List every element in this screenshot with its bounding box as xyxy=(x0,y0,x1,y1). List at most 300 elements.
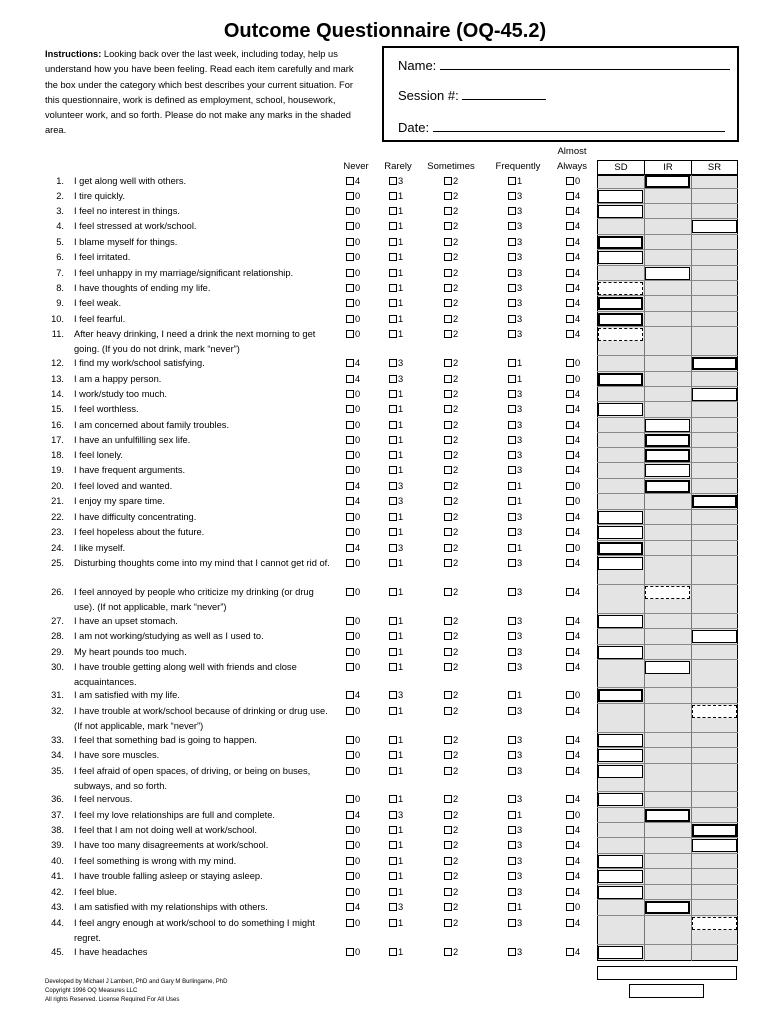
answer-always-checkbox[interactable] xyxy=(566,282,580,294)
answer-never-checkbox[interactable] xyxy=(346,419,360,431)
answer-never-checkbox[interactable] xyxy=(346,542,360,554)
checkbox-icon[interactable] xyxy=(508,269,516,277)
checkbox-icon[interactable] xyxy=(444,559,452,567)
answer-always-checkbox[interactable] xyxy=(566,870,580,882)
answer-always-checkbox[interactable] xyxy=(566,313,580,325)
answer-rarely-checkbox[interactable] xyxy=(389,917,403,929)
answer-frequently-checkbox[interactable] xyxy=(508,297,522,309)
answer-rarely-checkbox[interactable] xyxy=(389,434,403,446)
checkbox-icon[interactable] xyxy=(444,544,452,552)
checkbox-icon[interactable] xyxy=(346,436,354,444)
checkbox-icon[interactable] xyxy=(508,707,516,715)
answer-sometimes-checkbox[interactable] xyxy=(444,282,458,294)
answer-sometimes-checkbox[interactable] xyxy=(444,434,458,446)
checkbox-icon[interactable] xyxy=(346,482,354,490)
answer-sometimes-checkbox[interactable] xyxy=(444,175,458,187)
checkbox-icon[interactable] xyxy=(444,375,452,383)
answer-rarely-checkbox[interactable] xyxy=(389,870,403,882)
checkbox-icon[interactable] xyxy=(444,903,452,911)
checkbox-icon[interactable] xyxy=(444,390,452,398)
answer-always-checkbox[interactable] xyxy=(566,793,580,805)
checkbox-icon[interactable] xyxy=(508,795,516,803)
checkbox-icon[interactable] xyxy=(566,192,574,200)
checkbox-icon[interactable] xyxy=(346,663,354,671)
checkbox-icon[interactable] xyxy=(566,284,574,292)
answer-sometimes-checkbox[interactable] xyxy=(444,357,458,369)
checkbox-icon[interactable] xyxy=(389,948,397,956)
answer-frequently-checkbox[interactable] xyxy=(508,557,522,569)
answer-always-checkbox[interactable] xyxy=(566,464,580,476)
answer-sometimes-checkbox[interactable] xyxy=(444,388,458,400)
answer-never-checkbox[interactable] xyxy=(346,855,360,867)
answer-sometimes-checkbox[interactable] xyxy=(444,313,458,325)
answer-frequently-checkbox[interactable] xyxy=(508,630,522,642)
checkbox-icon[interactable] xyxy=(389,238,397,246)
checkbox-icon[interactable] xyxy=(389,544,397,552)
checkbox-icon[interactable] xyxy=(508,841,516,849)
answer-frequently-checkbox[interactable] xyxy=(508,749,522,761)
checkbox-icon[interactable] xyxy=(444,691,452,699)
answer-frequently-checkbox[interactable] xyxy=(508,615,522,627)
checkbox-icon[interactable] xyxy=(508,451,516,459)
answer-rarely-checkbox[interactable] xyxy=(389,175,403,187)
answer-always-checkbox[interactable] xyxy=(566,373,580,385)
checkbox-icon[interactable] xyxy=(389,192,397,200)
answer-rarely-checkbox[interactable] xyxy=(389,267,403,279)
answer-sometimes-checkbox[interactable] xyxy=(444,870,458,882)
answer-rarely-checkbox[interactable] xyxy=(389,542,403,554)
answer-rarely-checkbox[interactable] xyxy=(389,824,403,836)
answer-always-checkbox[interactable] xyxy=(566,267,580,279)
answer-always-checkbox[interactable] xyxy=(566,839,580,851)
answer-frequently-checkbox[interactable] xyxy=(508,175,522,187)
checkbox-icon[interactable] xyxy=(389,451,397,459)
answer-frequently-checkbox[interactable] xyxy=(508,870,522,882)
checkbox-icon[interactable] xyxy=(389,299,397,307)
answer-rarely-checkbox[interactable] xyxy=(389,251,403,263)
checkbox-icon[interactable] xyxy=(508,192,516,200)
answer-rarely-checkbox[interactable] xyxy=(389,495,403,507)
date-field[interactable] xyxy=(398,118,725,135)
answer-frequently-checkbox[interactable] xyxy=(508,946,522,958)
checkbox-icon[interactable] xyxy=(346,841,354,849)
checkbox-icon[interactable] xyxy=(508,421,516,429)
answer-frequently-checkbox[interactable] xyxy=(508,809,522,821)
answer-sometimes-checkbox[interactable] xyxy=(444,765,458,777)
checkbox-icon[interactable] xyxy=(346,648,354,656)
checkbox-icon[interactable] xyxy=(566,826,574,834)
checkbox-icon[interactable] xyxy=(508,617,516,625)
answer-sometimes-checkbox[interactable] xyxy=(444,946,458,958)
answer-rarely-checkbox[interactable] xyxy=(389,480,403,492)
checkbox-icon[interactable] xyxy=(389,632,397,640)
checkbox-icon[interactable] xyxy=(389,222,397,230)
checkbox-icon[interactable] xyxy=(508,299,516,307)
answer-never-checkbox[interactable] xyxy=(346,793,360,805)
answer-rarely-checkbox[interactable] xyxy=(389,403,403,415)
session-input-line[interactable] xyxy=(462,86,546,100)
session-field[interactable] xyxy=(398,86,546,103)
checkbox-icon[interactable] xyxy=(566,588,574,596)
checkbox-icon[interactable] xyxy=(444,826,452,834)
answer-never-checkbox[interactable] xyxy=(346,251,360,263)
checkbox-icon[interactable] xyxy=(346,588,354,596)
answer-frequently-checkbox[interactable] xyxy=(508,403,522,415)
checkbox-icon[interactable] xyxy=(389,269,397,277)
checkbox-icon[interactable] xyxy=(389,497,397,505)
checkbox-icon[interactable] xyxy=(389,872,397,880)
checkbox-icon[interactable] xyxy=(566,390,574,398)
checkbox-icon[interactable] xyxy=(566,269,574,277)
checkbox-icon[interactable] xyxy=(508,767,516,775)
checkbox-icon[interactable] xyxy=(566,795,574,803)
answer-never-checkbox[interactable] xyxy=(346,809,360,821)
checkbox-icon[interactable] xyxy=(346,405,354,413)
answer-always-checkbox[interactable] xyxy=(566,449,580,461)
answer-never-checkbox[interactable] xyxy=(346,870,360,882)
checkbox-icon[interactable] xyxy=(346,421,354,429)
answer-always-checkbox[interactable] xyxy=(566,557,580,569)
checkbox-icon[interactable] xyxy=(566,691,574,699)
answer-never-checkbox[interactable] xyxy=(346,267,360,279)
answer-rarely-checkbox[interactable] xyxy=(389,190,403,202)
checkbox-icon[interactable] xyxy=(444,841,452,849)
answer-frequently-checkbox[interactable] xyxy=(508,373,522,385)
checkbox-icon[interactable] xyxy=(389,888,397,896)
checkbox-icon[interactable] xyxy=(566,451,574,459)
checkbox-icon[interactable] xyxy=(508,253,516,261)
checkbox-icon[interactable] xyxy=(346,544,354,552)
checkbox-icon[interactable] xyxy=(389,253,397,261)
answer-never-checkbox[interactable] xyxy=(346,886,360,898)
checkbox-icon[interactable] xyxy=(389,405,397,413)
answer-frequently-checkbox[interactable] xyxy=(508,526,522,538)
checkbox-icon[interactable] xyxy=(566,617,574,625)
answer-never-checkbox[interactable] xyxy=(346,630,360,642)
answer-always-checkbox[interactable] xyxy=(566,946,580,958)
checkbox-icon[interactable] xyxy=(346,948,354,956)
checkbox-icon[interactable] xyxy=(389,330,397,338)
checkbox-icon[interactable] xyxy=(389,390,397,398)
answer-rarely-checkbox[interactable] xyxy=(389,526,403,538)
answer-never-checkbox[interactable] xyxy=(346,511,360,523)
answer-sometimes-checkbox[interactable] xyxy=(444,705,458,717)
answer-frequently-checkbox[interactable] xyxy=(508,824,522,836)
answer-frequently-checkbox[interactable] xyxy=(508,205,522,217)
answer-never-checkbox[interactable] xyxy=(346,190,360,202)
answer-always-checkbox[interactable] xyxy=(566,646,580,658)
answer-never-checkbox[interactable] xyxy=(346,403,360,415)
answer-always-checkbox[interactable] xyxy=(566,434,580,446)
answer-sometimes-checkbox[interactable] xyxy=(444,886,458,898)
checkbox-icon[interactable] xyxy=(444,795,452,803)
answer-frequently-checkbox[interactable] xyxy=(508,328,522,340)
answer-frequently-checkbox[interactable] xyxy=(508,689,522,701)
checkbox-icon[interactable] xyxy=(444,497,452,505)
checkbox-icon[interactable] xyxy=(346,919,354,927)
answer-never-checkbox[interactable] xyxy=(346,373,360,385)
answer-sometimes-checkbox[interactable] xyxy=(444,220,458,232)
answer-sometimes-checkbox[interactable] xyxy=(444,511,458,523)
checkbox-icon[interactable] xyxy=(389,663,397,671)
answer-sometimes-checkbox[interactable] xyxy=(444,630,458,642)
answer-sometimes-checkbox[interactable] xyxy=(444,190,458,202)
answer-frequently-checkbox[interactable] xyxy=(508,511,522,523)
checkbox-icon[interactable] xyxy=(508,436,516,444)
checkbox-icon[interactable] xyxy=(346,707,354,715)
answer-always-checkbox[interactable] xyxy=(566,297,580,309)
answer-rarely-checkbox[interactable] xyxy=(389,328,403,340)
answer-sometimes-checkbox[interactable] xyxy=(444,495,458,507)
checkbox-icon[interactable] xyxy=(389,648,397,656)
answer-always-checkbox[interactable] xyxy=(566,205,580,217)
checkbox-icon[interactable] xyxy=(346,513,354,521)
checkbox-icon[interactable] xyxy=(346,811,354,819)
checkbox-icon[interactable] xyxy=(346,451,354,459)
answer-sometimes-checkbox[interactable] xyxy=(444,464,458,476)
checkbox-icon[interactable] xyxy=(346,632,354,640)
answer-always-checkbox[interactable] xyxy=(566,630,580,642)
checkbox-icon[interactable] xyxy=(346,857,354,865)
answer-rarely-checkbox[interactable] xyxy=(389,236,403,248)
checkbox-icon[interactable] xyxy=(444,888,452,896)
answer-frequently-checkbox[interactable] xyxy=(508,388,522,400)
checkbox-icon[interactable] xyxy=(566,405,574,413)
checkbox-icon[interactable] xyxy=(444,253,452,261)
checkbox-icon[interactable] xyxy=(508,691,516,699)
answer-never-checkbox[interactable] xyxy=(346,175,360,187)
checkbox-icon[interactable] xyxy=(508,405,516,413)
checkbox-icon[interactable] xyxy=(444,751,452,759)
answer-never-checkbox[interactable] xyxy=(346,901,360,913)
answer-rarely-checkbox[interactable] xyxy=(389,511,403,523)
answer-frequently-checkbox[interactable] xyxy=(508,480,522,492)
answer-sometimes-checkbox[interactable] xyxy=(444,251,458,263)
answer-rarely-checkbox[interactable] xyxy=(389,586,403,598)
answer-frequently-checkbox[interactable] xyxy=(508,839,522,851)
answer-frequently-checkbox[interactable] xyxy=(508,251,522,263)
answer-rarely-checkbox[interactable] xyxy=(389,901,403,913)
answer-sometimes-checkbox[interactable] xyxy=(444,328,458,340)
answer-never-checkbox[interactable] xyxy=(346,328,360,340)
checkbox-icon[interactable] xyxy=(444,617,452,625)
checkbox-icon[interactable] xyxy=(508,513,516,521)
answer-never-checkbox[interactable] xyxy=(346,526,360,538)
checkbox-icon[interactable] xyxy=(566,841,574,849)
answer-rarely-checkbox[interactable] xyxy=(389,557,403,569)
answer-sometimes-checkbox[interactable] xyxy=(444,526,458,538)
checkbox-icon[interactable] xyxy=(508,751,516,759)
checkbox-icon[interactable] xyxy=(566,436,574,444)
name-field[interactable] xyxy=(398,56,730,73)
answer-always-checkbox[interactable] xyxy=(566,749,580,761)
checkbox-icon[interactable] xyxy=(444,919,452,927)
checkbox-icon[interactable] xyxy=(508,588,516,596)
checkbox-icon[interactable] xyxy=(346,253,354,261)
checkbox-icon[interactable] xyxy=(346,359,354,367)
answer-never-checkbox[interactable] xyxy=(346,388,360,400)
checkbox-icon[interactable] xyxy=(566,919,574,927)
answer-always-checkbox[interactable] xyxy=(566,765,580,777)
checkbox-icon[interactable] xyxy=(444,513,452,521)
answer-rarely-checkbox[interactable] xyxy=(389,886,403,898)
checkbox-icon[interactable] xyxy=(389,919,397,927)
answer-always-checkbox[interactable] xyxy=(566,886,580,898)
answer-frequently-checkbox[interactable] xyxy=(508,282,522,294)
checkbox-icon[interactable] xyxy=(566,736,574,744)
checkbox-icon[interactable] xyxy=(389,736,397,744)
answer-rarely-checkbox[interactable] xyxy=(389,220,403,232)
answer-rarely-checkbox[interactable] xyxy=(389,946,403,958)
checkbox-icon[interactable] xyxy=(389,826,397,834)
checkbox-icon[interactable] xyxy=(566,253,574,261)
checkbox-icon[interactable] xyxy=(566,207,574,215)
answer-always-checkbox[interactable] xyxy=(566,403,580,415)
answer-always-checkbox[interactable] xyxy=(566,586,580,598)
answer-rarely-checkbox[interactable] xyxy=(389,839,403,851)
checkbox-icon[interactable] xyxy=(508,375,516,383)
checkbox-icon[interactable] xyxy=(346,375,354,383)
checkbox-icon[interactable] xyxy=(566,299,574,307)
answer-sometimes-checkbox[interactable] xyxy=(444,689,458,701)
answer-never-checkbox[interactable] xyxy=(346,946,360,958)
answer-never-checkbox[interactable] xyxy=(346,734,360,746)
checkbox-icon[interactable] xyxy=(346,903,354,911)
checkbox-icon[interactable] xyxy=(346,177,354,185)
answer-rarely-checkbox[interactable] xyxy=(389,793,403,805)
answer-sometimes-checkbox[interactable] xyxy=(444,297,458,309)
answer-sometimes-checkbox[interactable] xyxy=(444,542,458,554)
answer-never-checkbox[interactable] xyxy=(346,749,360,761)
answer-rarely-checkbox[interactable] xyxy=(389,615,403,627)
answer-never-checkbox[interactable] xyxy=(346,689,360,701)
checkbox-icon[interactable] xyxy=(508,888,516,896)
answer-always-checkbox[interactable] xyxy=(566,388,580,400)
answer-always-checkbox[interactable] xyxy=(566,689,580,701)
checkbox-icon[interactable] xyxy=(389,795,397,803)
name-input-line[interactable] xyxy=(440,56,730,70)
checkbox-icon[interactable] xyxy=(508,857,516,865)
checkbox-icon[interactable] xyxy=(444,482,452,490)
answer-rarely-checkbox[interactable] xyxy=(389,765,403,777)
answer-never-checkbox[interactable] xyxy=(346,434,360,446)
checkbox-icon[interactable] xyxy=(508,497,516,505)
checkbox-icon[interactable] xyxy=(508,177,516,185)
answer-rarely-checkbox[interactable] xyxy=(389,357,403,369)
answer-sometimes-checkbox[interactable] xyxy=(444,615,458,627)
answer-never-checkbox[interactable] xyxy=(346,236,360,248)
answer-sometimes-checkbox[interactable] xyxy=(444,661,458,673)
answer-always-checkbox[interactable] xyxy=(566,328,580,340)
checkbox-icon[interactable] xyxy=(346,559,354,567)
answer-always-checkbox[interactable] xyxy=(566,495,580,507)
checkbox-icon[interactable] xyxy=(346,872,354,880)
checkbox-icon[interactable] xyxy=(346,497,354,505)
checkbox-icon[interactable] xyxy=(346,238,354,246)
answer-sometimes-checkbox[interactable] xyxy=(444,749,458,761)
checkbox-icon[interactable] xyxy=(566,767,574,775)
checkbox-icon[interactable] xyxy=(566,648,574,656)
checkbox-icon[interactable] xyxy=(566,903,574,911)
answer-sometimes-checkbox[interactable] xyxy=(444,267,458,279)
checkbox-icon[interactable] xyxy=(444,284,452,292)
checkbox-icon[interactable] xyxy=(346,192,354,200)
answer-never-checkbox[interactable] xyxy=(346,646,360,658)
checkbox-icon[interactable] xyxy=(566,466,574,474)
checkbox-icon[interactable] xyxy=(444,177,452,185)
answer-never-checkbox[interactable] xyxy=(346,205,360,217)
answer-sometimes-checkbox[interactable] xyxy=(444,205,458,217)
answer-frequently-checkbox[interactable] xyxy=(508,542,522,554)
checkbox-icon[interactable] xyxy=(389,513,397,521)
answer-never-checkbox[interactable] xyxy=(346,313,360,325)
checkbox-icon[interactable] xyxy=(444,421,452,429)
checkbox-icon[interactable] xyxy=(566,222,574,230)
answer-rarely-checkbox[interactable] xyxy=(389,646,403,658)
answer-sometimes-checkbox[interactable] xyxy=(444,480,458,492)
answer-always-checkbox[interactable] xyxy=(566,357,580,369)
answer-sometimes-checkbox[interactable] xyxy=(444,734,458,746)
checkbox-icon[interactable] xyxy=(508,359,516,367)
checkbox-icon[interactable] xyxy=(444,436,452,444)
checkbox-icon[interactable] xyxy=(508,330,516,338)
answer-rarely-checkbox[interactable] xyxy=(389,388,403,400)
answer-always-checkbox[interactable] xyxy=(566,615,580,627)
answer-always-checkbox[interactable] xyxy=(566,236,580,248)
answer-rarely-checkbox[interactable] xyxy=(389,313,403,325)
answer-frequently-checkbox[interactable] xyxy=(508,917,522,929)
answer-always-checkbox[interactable] xyxy=(566,661,580,673)
checkbox-icon[interactable] xyxy=(389,207,397,215)
answer-frequently-checkbox[interactable] xyxy=(508,734,522,746)
checkbox-icon[interactable] xyxy=(389,767,397,775)
checkbox-icon[interactable] xyxy=(566,482,574,490)
checkbox-icon[interactable] xyxy=(444,466,452,474)
answer-frequently-checkbox[interactable] xyxy=(508,793,522,805)
answer-rarely-checkbox[interactable] xyxy=(389,705,403,717)
answer-sometimes-checkbox[interactable] xyxy=(444,824,458,836)
checkbox-icon[interactable] xyxy=(566,375,574,383)
checkbox-icon[interactable] xyxy=(389,436,397,444)
checkbox-icon[interactable] xyxy=(566,177,574,185)
checkbox-icon[interactable] xyxy=(389,421,397,429)
answer-rarely-checkbox[interactable] xyxy=(389,282,403,294)
checkbox-icon[interactable] xyxy=(346,795,354,803)
checkbox-icon[interactable] xyxy=(444,330,452,338)
answer-sometimes-checkbox[interactable] xyxy=(444,403,458,415)
checkbox-icon[interactable] xyxy=(508,632,516,640)
checkbox-icon[interactable] xyxy=(566,544,574,552)
checkbox-icon[interactable] xyxy=(389,617,397,625)
answer-frequently-checkbox[interactable] xyxy=(508,449,522,461)
checkbox-icon[interactable] xyxy=(508,648,516,656)
answer-always-checkbox[interactable] xyxy=(566,251,580,263)
answer-never-checkbox[interactable] xyxy=(346,297,360,309)
checkbox-icon[interactable] xyxy=(444,238,452,246)
checkbox-icon[interactable] xyxy=(346,767,354,775)
checkbox-icon[interactable] xyxy=(508,528,516,536)
checkbox-icon[interactable] xyxy=(444,207,452,215)
checkbox-icon[interactable] xyxy=(508,903,516,911)
checkbox-icon[interactable] xyxy=(346,617,354,625)
checkbox-icon[interactable] xyxy=(346,888,354,896)
checkbox-icon[interactable] xyxy=(389,841,397,849)
answer-frequently-checkbox[interactable] xyxy=(508,855,522,867)
answer-rarely-checkbox[interactable] xyxy=(389,630,403,642)
checkbox-icon[interactable] xyxy=(566,315,574,323)
answer-frequently-checkbox[interactable] xyxy=(508,190,522,202)
answer-always-checkbox[interactable] xyxy=(566,190,580,202)
